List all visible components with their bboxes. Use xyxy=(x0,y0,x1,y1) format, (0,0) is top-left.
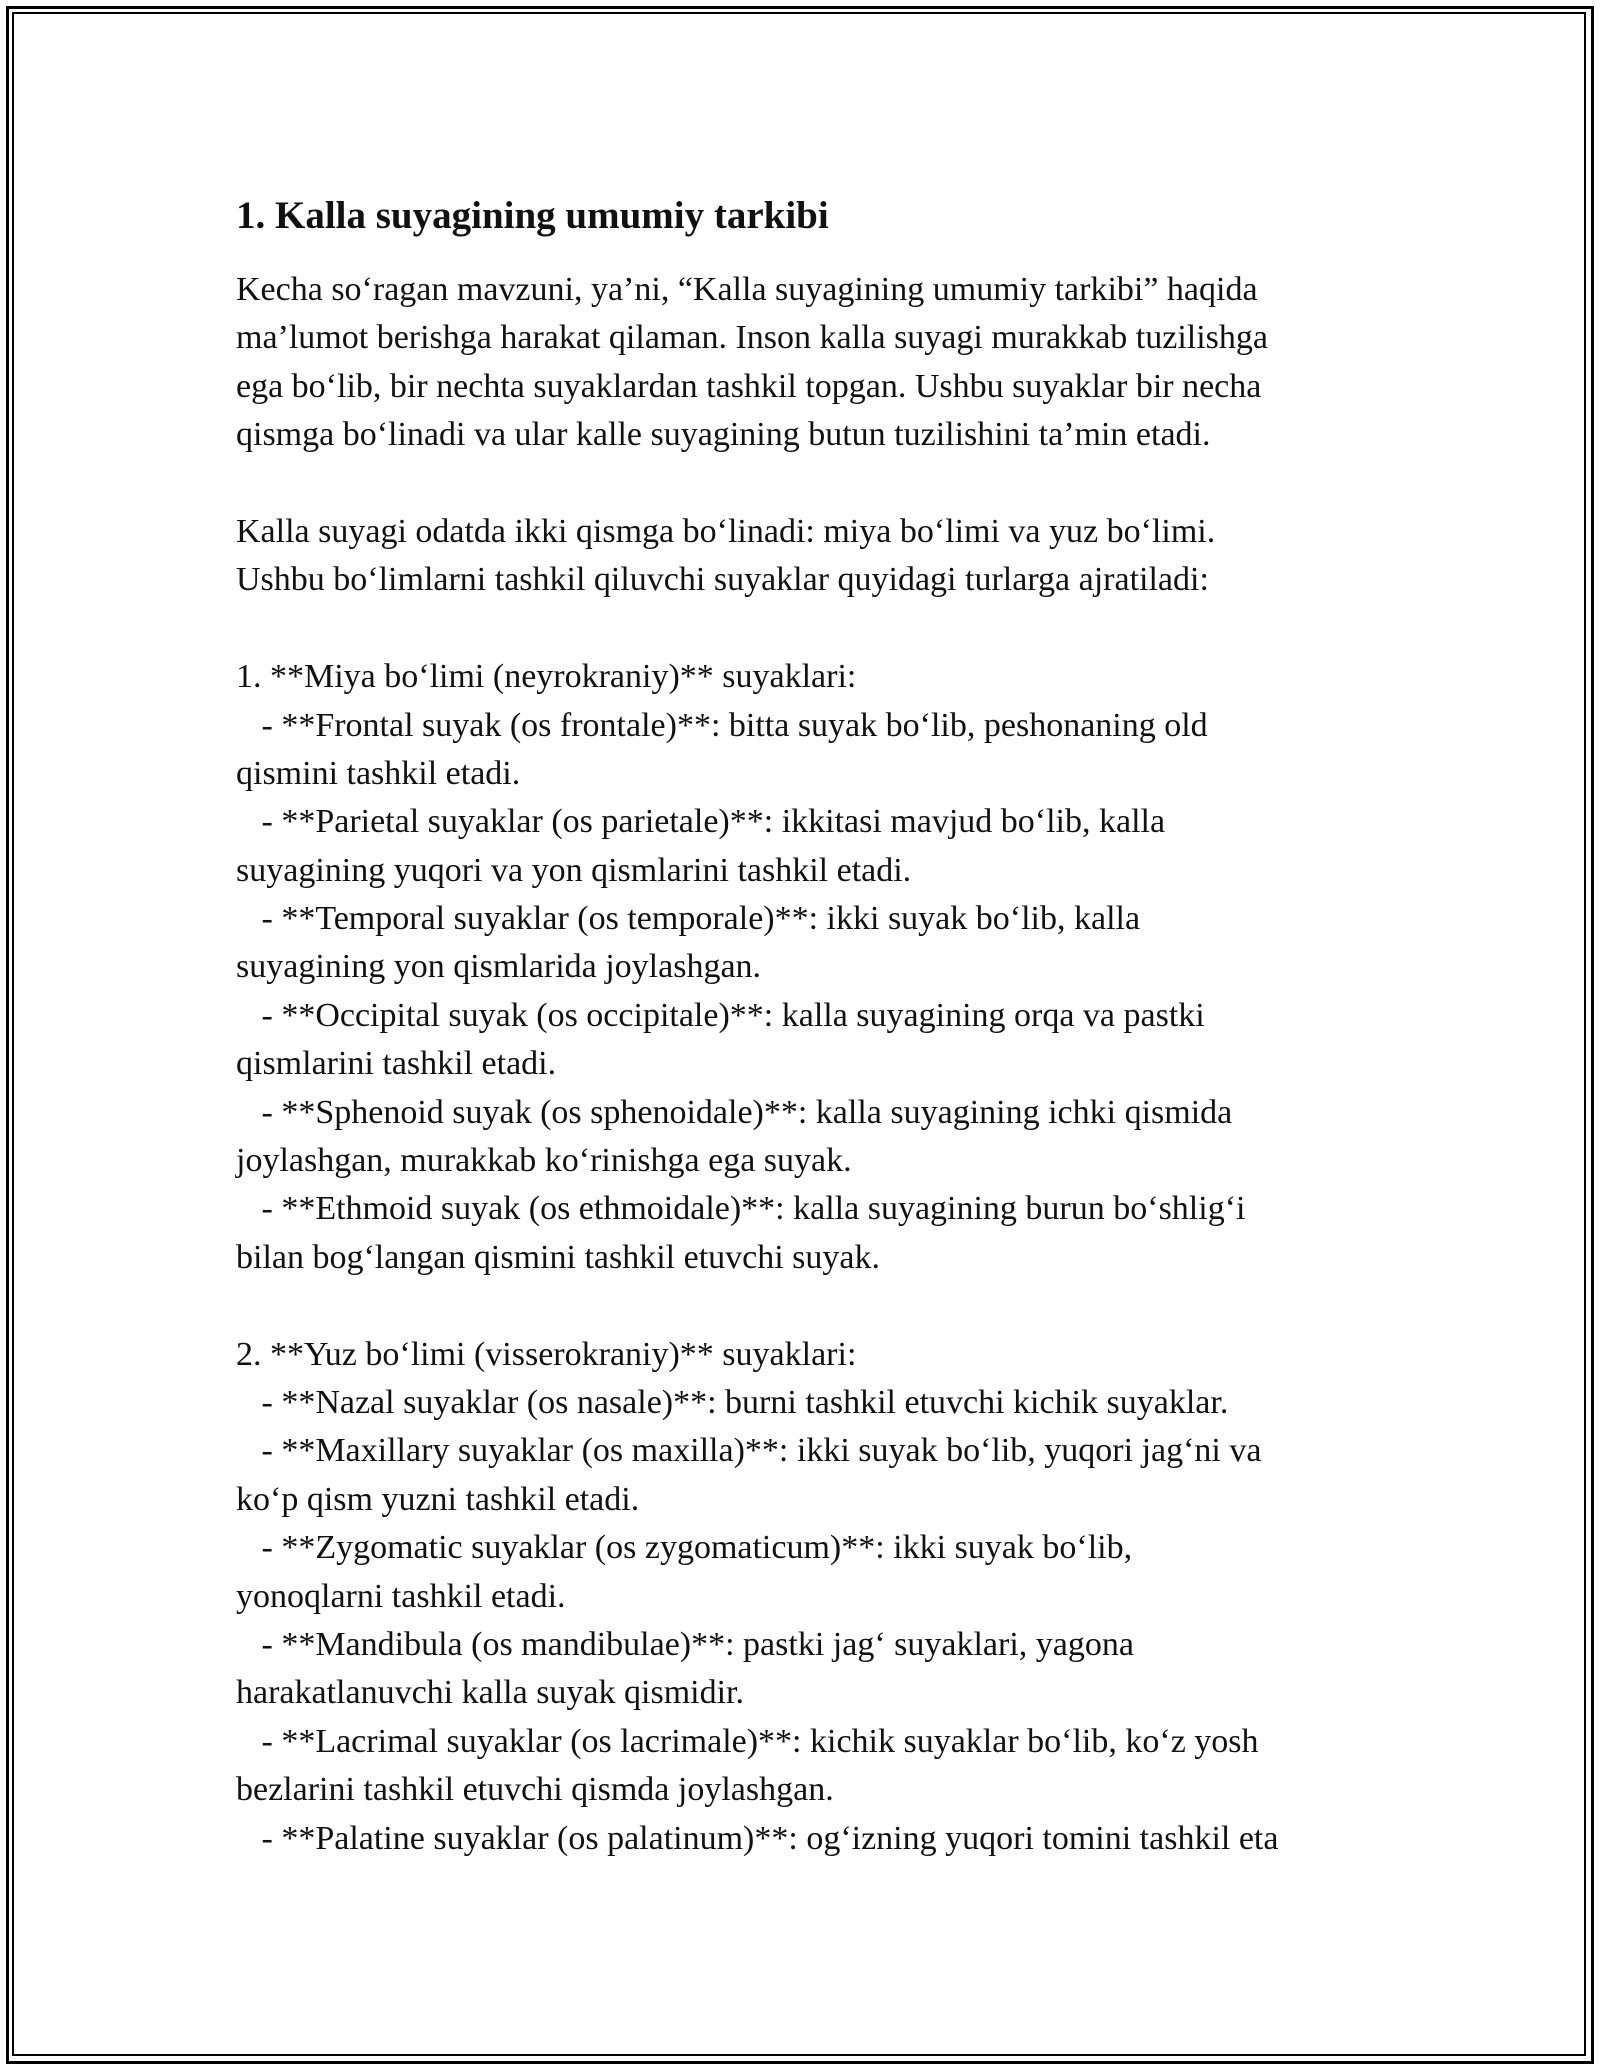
text-line: Kalla suyagi odatda ikki qismga bo‘linadi: miya bo‘limi va yuz bo‘limi. xyxy=(236,512,1216,550)
list-item-line: - **Palatine suyaklar (os palatinum)**: og‘izning yuqori tomini tashkil eta xyxy=(236,1819,1279,1857)
list-item-line: - **Frontal suyak (os frontale)**: bitta suyak bo‘lib, peshonaning old xyxy=(236,706,1208,744)
document-body xyxy=(236,188,1406,1863)
list-item-line: - **Ethmoid suyak (os ethmoidale)**: kalla suyagining burun bo‘shlig‘i xyxy=(236,1190,1246,1228)
section-viscerocranium xyxy=(236,1331,1406,1863)
list-item-line: - **Sphenoid suyak (os sphenoidale)**: kalla suyagining ichki qismida xyxy=(236,1093,1233,1131)
list-item-line: - **Zygomatic suyaklar (os zygomaticum)**: ikki suyak bo‘lib, xyxy=(236,1529,1133,1567)
list-item-line: qismlarini tashkil etadi. xyxy=(236,1045,557,1083)
document-title: 1. Kalla suyagining umumiy tarkibi xyxy=(236,194,829,237)
list-item-line: bezlarini tashkil etuvchi qismda joylashgan. xyxy=(236,1771,834,1809)
list-item-line: - **Parietal suyaklar (os parietale)**: ikkitasi mavjud bo‘lib, kalla xyxy=(236,803,1166,841)
section-heading: 1. **Miya bo‘limi (neyrokraniy)** suyaklari: xyxy=(236,658,857,696)
list-item-line: harakatlanuvchi kalla suyak qismidir. xyxy=(236,1674,744,1712)
list-item-line: - **Temporal suyaklar (os temporale)**: ikki suyak bo‘lib, kalla xyxy=(236,900,1141,938)
list-item-line: suyagining yon qismlarida joylashgan. xyxy=(236,948,762,986)
list-item-line: yonoqlarni tashkil etadi. xyxy=(236,1577,566,1615)
paragraph-spacer xyxy=(236,1282,1406,1330)
text-line: Ushbu bo‘limlarni tashkil qiluvchi suyaklar quyidagi turlarga ajratiladi: xyxy=(236,561,1209,599)
list-item-line: - **Mandibula (os mandibulae)**: pastki jag‘ suyaklari, yagona xyxy=(236,1625,1134,1663)
paragraph-intro xyxy=(236,266,1406,460)
list-item-line: - **Nazal suyaklar (os nasale)**: burni tashkil etuvchi kichik suyaklar. xyxy=(236,1383,1229,1421)
list-item-line: - **Occipital suyak (os occipitale)**: kalla suyagining orqa va pastki xyxy=(236,996,1205,1034)
paragraph-division xyxy=(236,508,1406,605)
list-item-line: qismini tashkil etadi. xyxy=(236,754,521,792)
paragraph-spacer xyxy=(236,460,1406,508)
text-line: qismga bo‘linadi va ular kalle suyagining butun tuzilishini ta’min etadi. xyxy=(236,416,1211,454)
text-line: ma’lumot berishga harakat qilaman. Inson kalla suyagi murakkab tuzilishga xyxy=(236,319,1268,357)
list-item-line: - **Lacrimal suyaklar (os lacrimale)**: kichik suyaklar bo‘lib, ko‘z yosh xyxy=(236,1722,1259,1760)
section-neurocranium xyxy=(236,653,1406,1282)
list-item-line: suyagining yuqori va yon qismlarini tashkil etadi. xyxy=(236,851,912,889)
list-item-line: joylashgan, murakkab ko‘rinishga ega suyak. xyxy=(236,1142,852,1180)
text-line: Kecha so‘ragan mavzuni, ya’ni, “Kalla suyagining umumiy tarkibi” haqida xyxy=(236,271,1258,308)
section-heading: 2. **Yuz bo‘limi (visserokraniy)** suyaklari: xyxy=(236,1335,857,1373)
list-item-line: - **Maxillary suyaklar (os maxilla)**: ikki suyak bo‘lib, yuqori jag‘ni va xyxy=(236,1432,1262,1470)
list-item-line: bilan bog‘langan qismini tashkil etuvchi suyak. xyxy=(236,1238,881,1276)
text-line: ega bo‘lib, bir nechta suyaklardan tashkil topgan. Ushbu suyaklar bir necha xyxy=(236,367,1262,405)
list-item-line: ko‘p qism yuzni tashkil etadi. xyxy=(236,1480,640,1518)
paragraph-spacer xyxy=(236,605,1406,653)
